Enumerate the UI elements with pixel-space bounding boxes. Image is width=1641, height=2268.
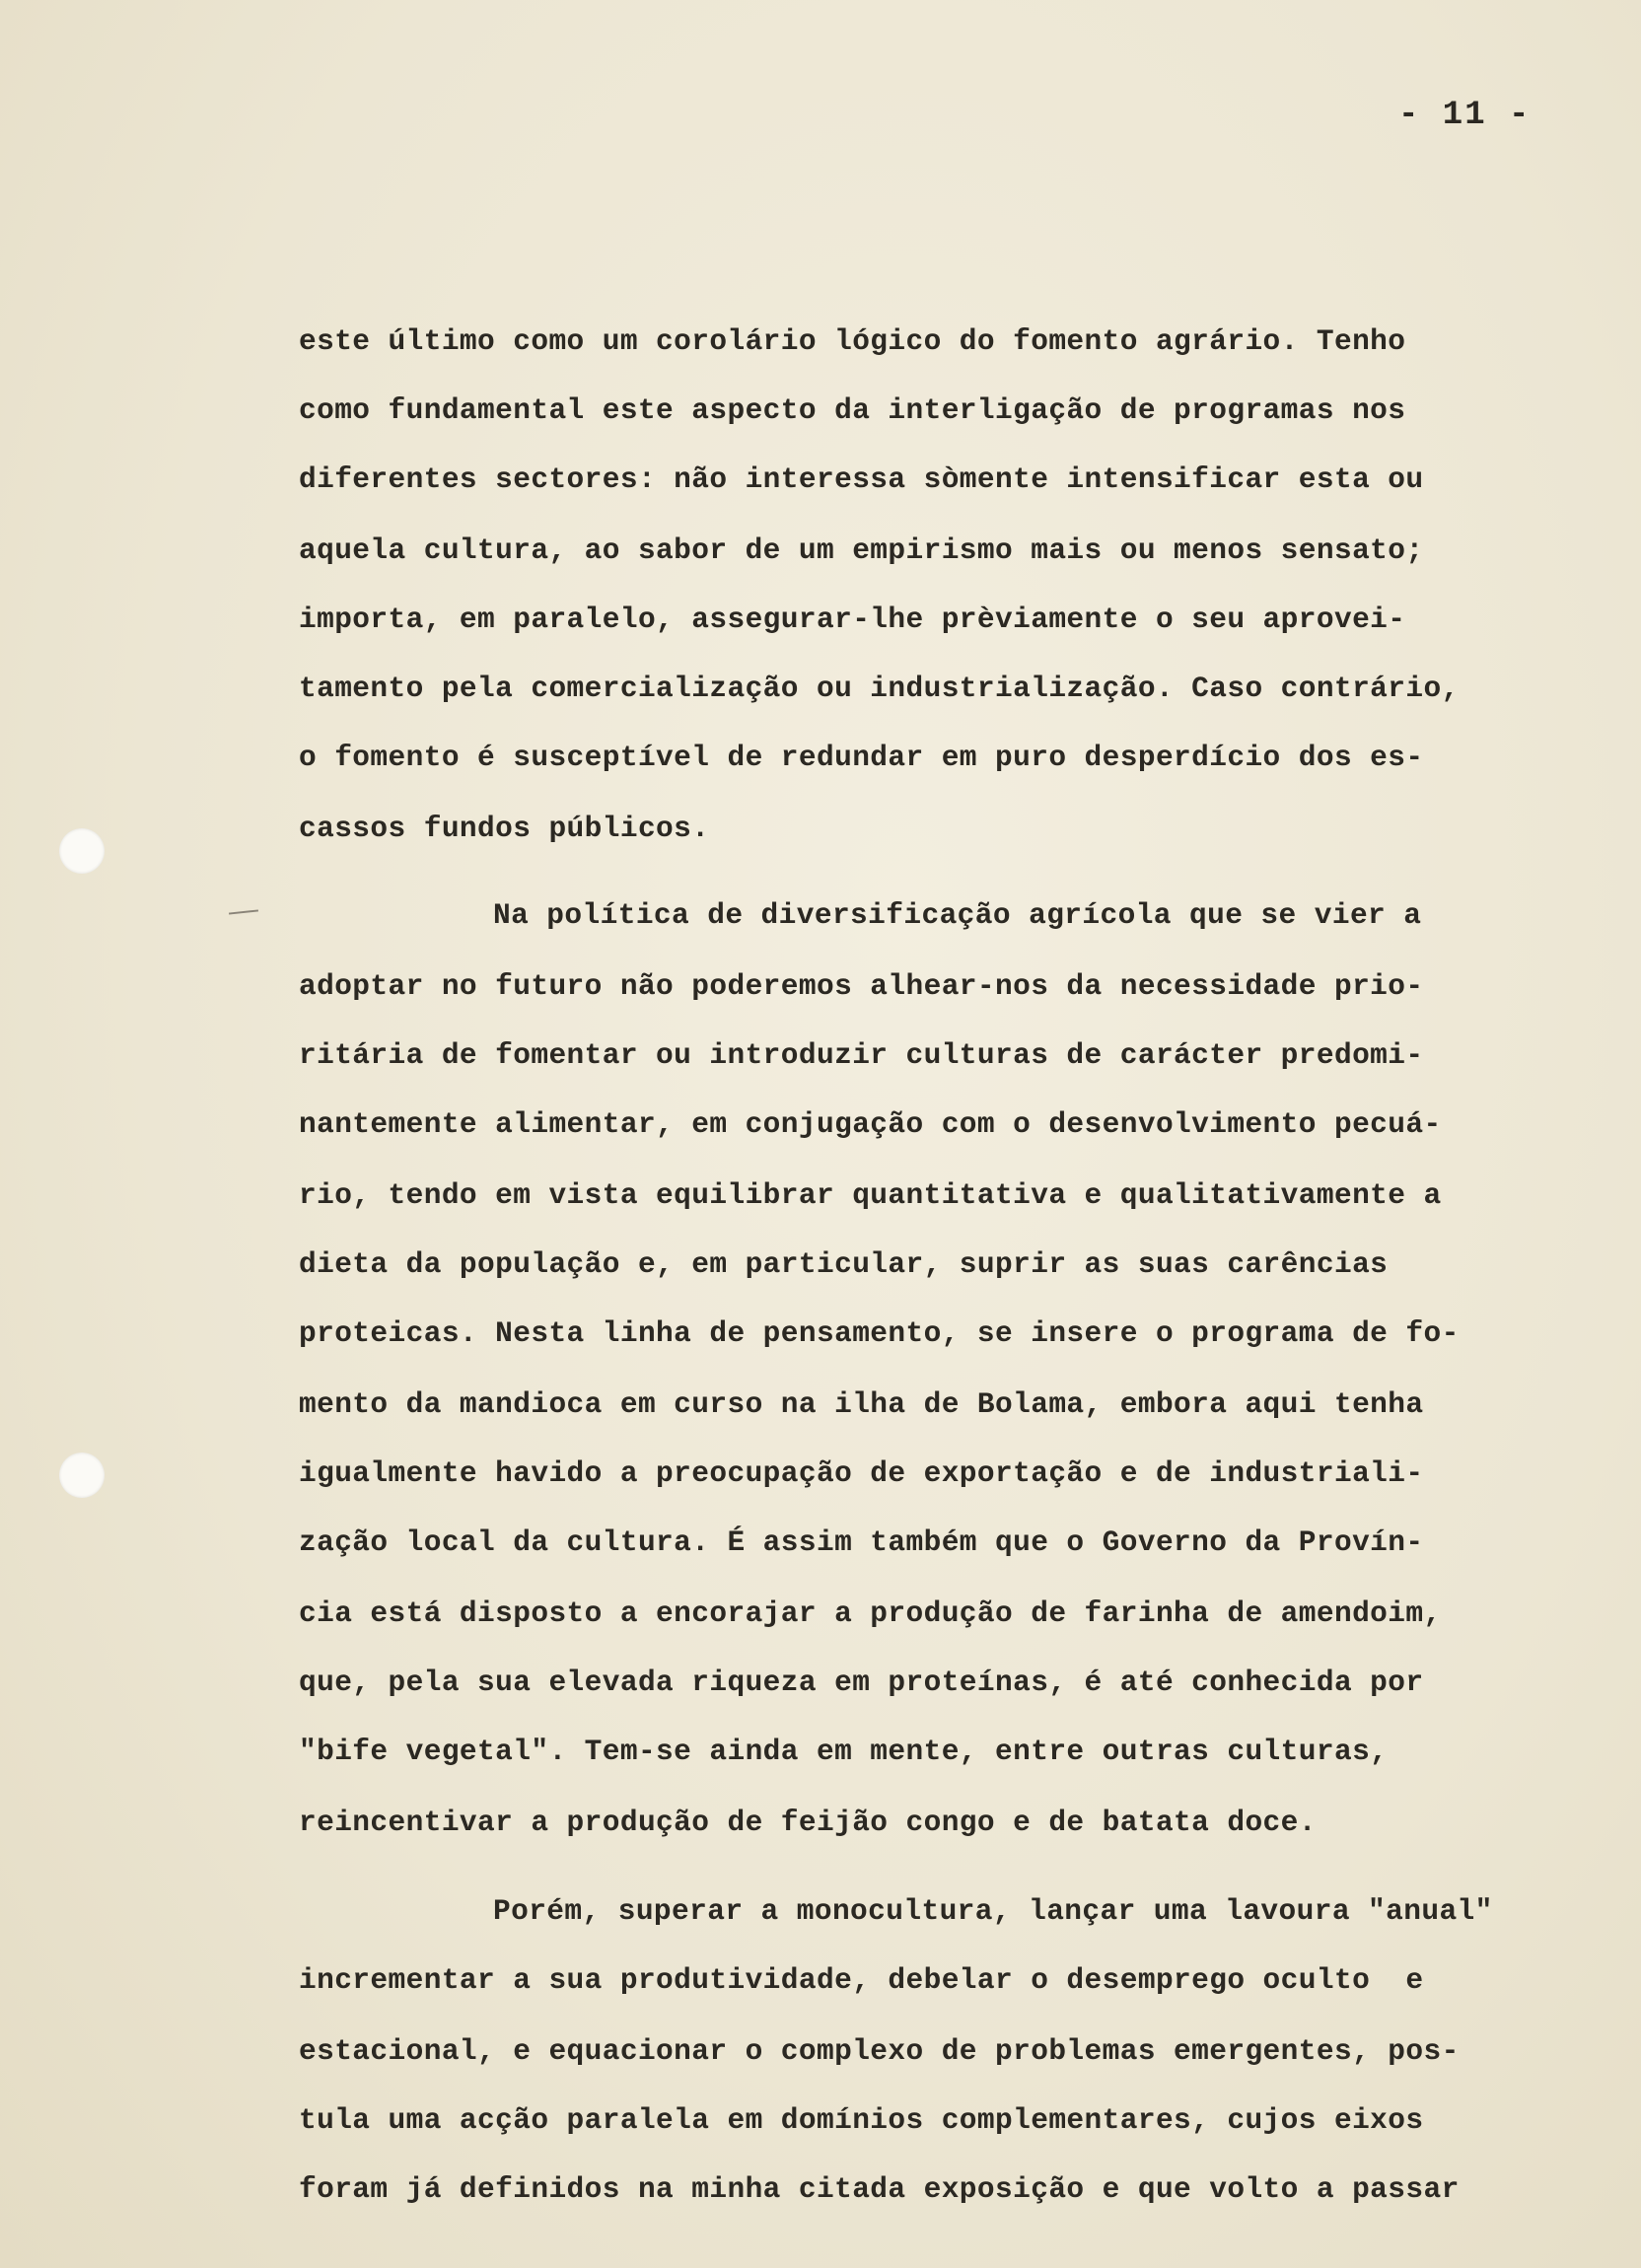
text-line: como fundamental este aspecto da interligação de programas nos bbox=[299, 393, 1406, 427]
text-line: tula uma acção paralela em domínios complementares, cujos eixos bbox=[299, 2103, 1424, 2137]
text-line: dieta da população e, em particular, suprir as suas carências bbox=[299, 1247, 1389, 1281]
margin-pencil-mark bbox=[229, 909, 258, 914]
text-line: importa, em paralelo, assegurar-lhe prèviamente o seu aprovei- bbox=[299, 602, 1406, 636]
text-line: tamento pela comercialização ou industrialização. Caso contrário, bbox=[299, 672, 1460, 705]
punch-hole-top bbox=[59, 828, 105, 874]
text-line: cassos fundos públicos. bbox=[299, 812, 710, 845]
text-line: mento da mandioca em curso na ilha de Bolama, embora aqui tenha bbox=[299, 1387, 1424, 1421]
text-line: Na política de diversificação agrícola que se vier a bbox=[493, 898, 1422, 932]
text-line: que, pela sua elevada riqueza em proteínas, é até conhecida por bbox=[299, 1666, 1424, 1699]
text-line: "bife vegetal". Tem-se ainda em mente, entre outras culturas, bbox=[299, 1735, 1389, 1768]
text-line: estacional, e equacionar o complexo de problemas emergentes, pos- bbox=[299, 2034, 1460, 2068]
text-line: reincentivar a produção de feijão congo e de batata doce. bbox=[299, 1806, 1317, 1839]
punch-hole-bottom bbox=[59, 1453, 105, 1498]
text-line: aquela cultura, ao sabor de um empirismo mais ou menos sensato; bbox=[299, 533, 1424, 567]
text-line: este último como um corolário lógico do fomento agrário. Tenho bbox=[299, 324, 1406, 358]
text-line: rio, tendo em vista equilibrar quantitativa e qualitativamente a bbox=[299, 1178, 1442, 1212]
text-line: diferentes sectores: não interessa sòmente intensificar esta ou bbox=[299, 462, 1424, 496]
text-line: zação local da cultura. É assim também que o Governo da Provín- bbox=[299, 1525, 1424, 1559]
text-line: foram já definidos na minha citada exposição e que volto a passar bbox=[299, 2172, 1460, 2206]
text-line: adoptar no futuro não poderemos alhear-nos da necessidade prio- bbox=[299, 969, 1424, 1003]
text-line: nantemente alimentar, em conjugação com o desenvolvimento pecuá- bbox=[299, 1107, 1442, 1141]
page-number: - 11 - bbox=[1398, 97, 1532, 134]
text-line: igualmente havido a preocupação de exportação e de industriali- bbox=[299, 1456, 1424, 1490]
text-line: proteicas. Nesta linha de pensamento, se insere o programa de fo- bbox=[299, 1316, 1460, 1350]
text-line: ritária de fomentar ou introduzir culturas de carácter predomi- bbox=[299, 1038, 1424, 1072]
text-line: cia está disposto a encorajar a produção de farinha de amendoim, bbox=[299, 1596, 1442, 1630]
text-line: o fomento é susceptível de redundar em puro desperdício dos es- bbox=[299, 741, 1424, 774]
text-line: incrementar a sua produtividade, debelar o desemprego oculto e bbox=[299, 1963, 1424, 1997]
text-line: Porém, superar a monocultura, lançar uma lavoura "anual" bbox=[493, 1894, 1493, 1928]
